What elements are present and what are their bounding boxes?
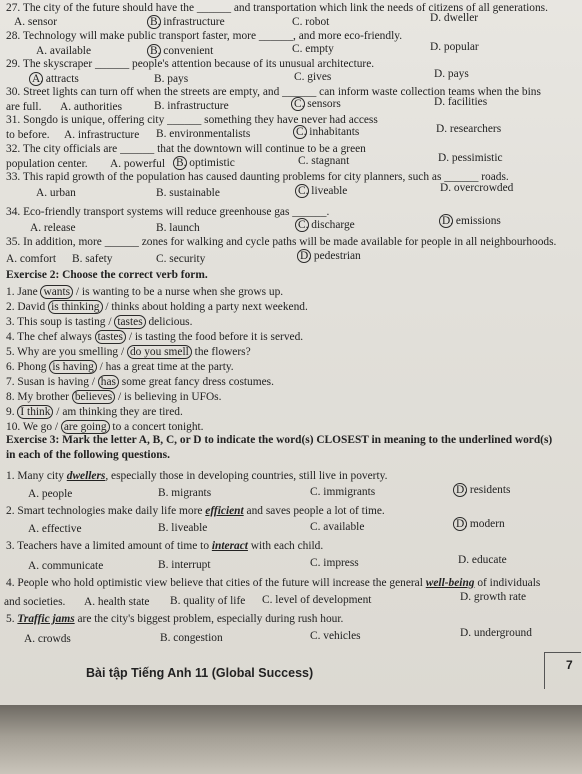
q32-stem-line2: population center. [6,158,88,170]
stem-text: , especially those in developing countries, still live in poverty. [105,470,388,482]
ex3-q2-option-d[interactable] [456,518,505,531]
exercise-3-title-line1: Exercise 3: Mark the letter A, B, C, or D to indicate the word(s) CLOSEST in meaning to the underlined word(s) [6,434,553,446]
answer-circle: B [147,15,161,29]
q33-option-d[interactable]: D. overcrowded [440,182,514,194]
ex2-item [6,286,283,299]
option-text: . residents [464,484,511,496]
ex3-q5-stem [6,613,343,626]
q32-option-c[interactable]: C. stagnant [298,155,350,167]
answer-circle: D [297,249,311,263]
item-text: / am thinking they are tired. [53,406,183,418]
background-surface [0,705,582,774]
option-text: . emissions [450,215,501,227]
ex3-q3-stem [6,540,323,553]
stem-text: of individuals [474,577,541,589]
book-footer-title: Bài tập Tiếng Anh 11 (Global Success) [86,666,314,680]
q30-option-d[interactable]: D. facilities [434,96,488,108]
q32-option-d[interactable]: D. pessimistic [438,152,503,164]
q33-option-b[interactable]: B. sustainable [156,187,220,199]
q27-option-d[interactable]: D. dweller [430,12,479,24]
page-number: 7 [566,658,573,672]
q29-stem: 29. The skyscraper ______ people's attention because of its unusual architecture. [6,58,375,70]
answer-circle: C [295,218,309,232]
q35-stem: 35. In addition, more ______ zones for walking and cycle paths will be made available for people in all neighbourhoods. [6,236,557,248]
option-text: . pedestrian [308,250,361,262]
q32-option-a[interactable]: A. powerful [110,158,166,170]
option-text: . inhabitants [303,126,360,138]
item-text: / thinks about holding a party next weekend. [102,301,308,313]
stem-text: 4. People who hold optimistic view believe that cities of the future will increase the general [6,577,426,589]
q32-stem-line1: 32. The city officials are ______ that the downtown will continue to be a green [6,143,366,155]
q28-option-b[interactable] [150,45,213,58]
q30-stem-line1: 30. Street lights can turn off when the streets are empty, and ______ can inform waste collection teams when the bins [6,86,541,98]
item-text: to a concert tonight. [109,421,204,433]
ex3-q2-option-a[interactable]: A. effective [28,523,82,535]
q33-option-a[interactable]: A. urban [36,187,76,199]
answer-circle: B [173,156,187,170]
q27-stem: 27. The city of the future should have the ______ and transportation which link the needs of citizens of all generations. [6,2,548,14]
q35-option-b[interactable]: B. safety [72,253,113,265]
ex2-item [6,316,192,329]
answer-circle: B [147,44,161,58]
option-text: . discharge [305,219,355,231]
answer-circle: C [295,184,309,198]
ex3-q1-option-c[interactable]: C. immigrants [310,486,376,498]
ex2-item [6,331,303,344]
item-text: / has a great time at the party. [96,361,234,373]
circled-answer[interactable]: are going [61,420,110,434]
q34-option-d[interactable] [442,215,501,228]
ex3-q2-option-b[interactable]: B. liveable [158,522,208,534]
ex3-q5-option-d[interactable]: D. underground [460,627,532,639]
ex2-item [6,301,308,314]
item-text: / is tasting the food before it is served. [125,331,304,343]
circled-answer[interactable]: has [98,375,119,389]
ex3-q5-option-c[interactable]: C. vehicles [310,630,361,642]
ex3-q2-stem [6,505,385,518]
ex2-item [6,421,204,434]
q34-option-b[interactable]: B. launch [156,222,200,234]
option-text: . attracts [40,73,79,85]
ex3-q4-option-c[interactable]: C. level of development [262,594,372,606]
ex2-item [6,391,221,404]
q28-option-a[interactable]: A. available [36,45,92,57]
ex3-q1-option-a[interactable]: A. people [28,488,73,500]
item-text: 3. This soup is tasting / [6,316,115,328]
circled-answer[interactable]: tastes [114,315,145,329]
option-text: . modern [464,518,505,530]
stem-text: 1. Many city [6,470,67,482]
q29-option-c[interactable]: C. gives [294,71,332,83]
q30-stem-line2: are full. [6,101,42,113]
underlined-word: interact [211,540,248,552]
item-text: 4. The chef always [6,331,95,343]
q34-stem: 34. Eco-friendly transport systems will reduce greenhouse gas ______. [6,206,330,218]
ex3-q5-option-b[interactable]: B. congestion [160,632,223,644]
q29-option-d[interactable]: D. pays [434,68,469,80]
answer-circle: C [291,97,305,111]
option-text: . infrastructure [157,16,225,28]
q29-option-b[interactable]: B. pays [154,73,189,85]
item-text: 7. Susan is having / [6,376,98,388]
underlined-word: efficient [205,505,244,517]
underlined-word: well-being [425,577,475,589]
ex3-q3-option-d[interactable]: D. educate [458,554,507,566]
ex3-q4-option-d[interactable]: D. growth rate [460,591,527,603]
q27-option-c[interactable]: C. robot [292,16,330,28]
q30-option-a[interactable]: A. authorities [60,101,123,113]
ex3-q3-option-b[interactable]: B. interrupt [158,559,211,571]
ex3-q2-option-c[interactable]: C. available [310,521,365,533]
q31-option-d[interactable]: D. researchers [436,123,502,135]
option-text: . sensors [301,98,341,110]
q30-option-c[interactable] [294,98,341,111]
item-text: 8. My brother [6,391,72,403]
q34-option-c[interactable] [298,219,355,232]
item-text: the flowers? [191,346,251,358]
stem-text: 2. Smart technologies make daily life more [6,505,206,517]
q27-option-b[interactable] [150,16,225,29]
item-text: / is believing in UFOs. [115,391,222,403]
answer-circle: D [439,214,453,228]
q28-option-c[interactable]: C. empty [292,43,334,55]
answer-circle: C [293,125,307,139]
ex2-item [6,361,234,374]
q30-option-b[interactable]: B. infrastructure [154,100,229,112]
item-text: delicious. [145,316,193,328]
q28-option-d[interactable]: D. popular [430,41,479,53]
q29-option-a[interactable] [32,73,79,86]
stem-text: 5. [6,613,18,625]
ex2-item [6,406,183,419]
ex3-q4-stem-line2: and societies. [4,596,66,608]
circled-answer[interactable]: believes [72,390,115,404]
ex2-item [6,376,274,389]
stem-text: are the city's biggest problem, especially during rush hour. [74,613,344,625]
q31-option-a[interactable]: A. infrastructure [64,129,140,141]
ex3-q3-option-a[interactable]: A. communicate [28,560,104,572]
option-text: . liveable [305,185,348,197]
item-text: 1. Jane [6,286,41,298]
answer-circle: D [453,483,467,497]
circled-answer[interactable]: I think [17,405,53,419]
q31-option-b[interactable]: B. environmentalists [156,128,251,140]
ex3-q1-option-d[interactable] [456,484,510,497]
option-text: . optimistic [183,157,235,169]
option-text: . convenient [157,45,214,57]
q27-option-a[interactable]: A. sensor [14,16,58,28]
ex2-item [6,346,251,359]
item-text: / is wanting to be a nurse when she grows up. [73,286,284,298]
circled-answer[interactable]: is thinking [48,300,102,314]
q31-option-c[interactable] [296,126,359,139]
item-text: 2. David [6,301,49,313]
ex3-q1-option-b[interactable]: B. migrants [158,487,212,499]
item-text: 10. We go / [6,421,61,433]
item-text: some great fancy dress costumes. [118,376,274,388]
answer-circle: A [29,72,43,86]
ex3-q1-stem [6,470,387,483]
circled-answer[interactable]: wants [40,285,73,299]
stem-text: 3. Teachers have a limited amount of time to [6,540,212,552]
stem-text: and saves people a lot of time. [243,505,385,517]
ex3-q4-option-b[interactable]: B. quality of life [170,595,246,607]
answer-circle: D [453,517,467,531]
q34-option-a[interactable]: A. release [30,222,76,234]
q35-option-c[interactable]: C. security [156,253,206,265]
ex3-q4-stem [6,577,540,590]
q35-option-d[interactable] [300,250,361,263]
q28-stem: 28. Technology will make public transport faster, more ______, and more eco-friendly. [6,30,403,42]
q33-option-c[interactable] [298,185,347,198]
ex3-q5-option-a[interactable]: A. crowds [24,633,71,645]
q32-option-b[interactable] [176,157,235,170]
item-text: 9. [6,406,18,418]
item-text: 5. Why are you smelling / [6,346,127,358]
circled-answer[interactable]: is having [49,360,96,374]
q31-stem-line2: to before. [6,129,50,141]
item-text: 6. Phong [6,361,50,373]
q35-option-a[interactable]: A. comfort [6,253,56,265]
circled-answer[interactable]: do you smell [127,345,192,359]
underlined-word: Traffic jams [17,613,75,625]
ex3-q4-option-a[interactable]: A. health state [84,596,150,608]
exercise-3-title-line2: in each of the following questions. [6,449,170,461]
exercise-2-title: Exercise 2: Choose the correct verb form. [6,269,208,281]
q33-stem: 33. This rapid growth of the population has caused daunting problems for city planners, such as ______ roads. [6,171,509,183]
q31-stem-line1: 31. Songdo is unique, offering city ______ something they have never had access [6,114,378,126]
ex3-q3-option-c[interactable]: C. impress [310,557,359,569]
underlined-word: dwellers [66,470,106,482]
circled-answer[interactable]: tastes [95,330,126,344]
page-number-box [544,652,581,689]
stem-text: with each child. [247,540,324,552]
